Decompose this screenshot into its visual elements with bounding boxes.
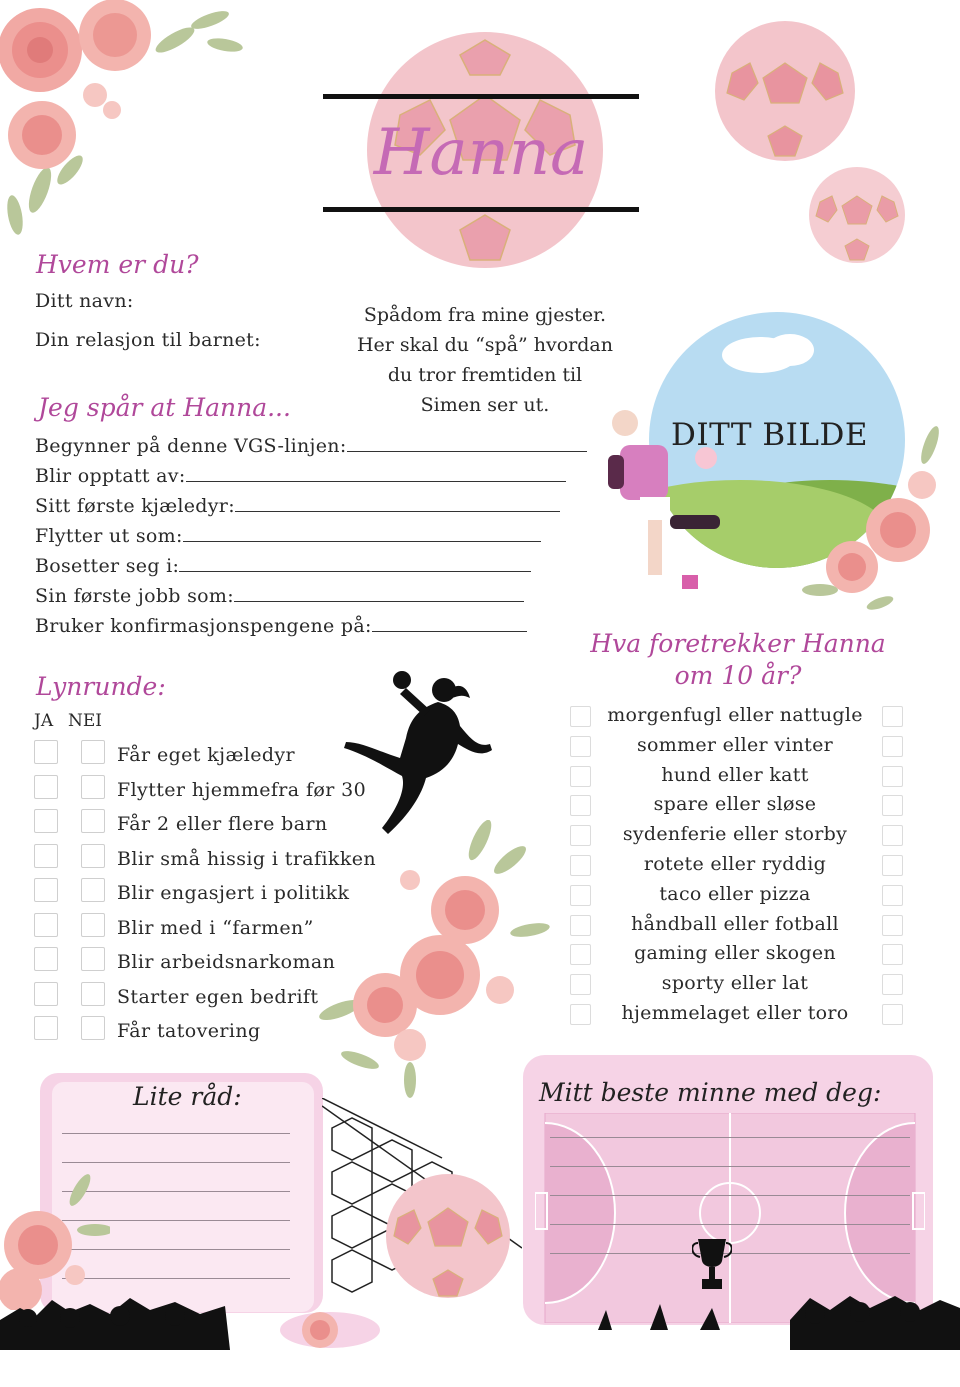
preference-checkbox-left[interactable]	[570, 974, 591, 995]
column-yes: JA	[34, 711, 54, 731]
heading-preferences-line2: om 10 år?	[674, 661, 802, 690]
preference-checkbox-left[interactable]	[570, 915, 591, 936]
intro-line: du tror fremtiden til	[387, 364, 583, 386]
preference-checkbox-left[interactable]	[570, 795, 591, 816]
quick-item: Starter egen bedrift	[117, 985, 319, 1008]
intro-line: Spådom fra mine gjester.	[363, 304, 607, 326]
quick-checkbox-yes[interactable]	[34, 1016, 58, 1040]
preference-checkbox-left[interactable]	[570, 944, 591, 965]
preference-checkbox-right[interactable]	[882, 706, 903, 727]
heading-who-are-you: Hvem er du?	[36, 250, 199, 279]
prediction-row: Sin første jobb som:	[35, 585, 524, 607]
quick-checkbox-no[interactable]	[81, 982, 105, 1006]
heading-quick-round: Lynrunde:	[36, 672, 166, 701]
quick-checkbox-yes[interactable]	[34, 809, 58, 833]
quick-item: Får eget kjæledyr	[117, 744, 296, 766]
preference-item: sommer eller vinter	[636, 733, 834, 756]
quick-item: Blir engasjert i politikk	[117, 882, 350, 904]
preference-checkbox-left[interactable]	[570, 855, 591, 876]
advice-line	[62, 1133, 290, 1134]
goal-net-icon	[322, 1098, 522, 1310]
quick-checkbox-yes[interactable]	[34, 947, 58, 971]
quick-checkbox-no[interactable]	[81, 913, 105, 937]
quick-checkbox-yes[interactable]	[34, 844, 58, 868]
preference-checkbox-left[interactable]	[570, 1004, 591, 1025]
quick-checkbox-no[interactable]	[81, 775, 105, 799]
heading-predictions: Jeg spår at Hanna...	[38, 393, 291, 422]
memory-line	[550, 1166, 910, 1167]
quick-checkbox-no[interactable]	[81, 740, 105, 764]
title-bar-top	[323, 94, 639, 99]
preference-item: sydenferie eller storby	[622, 823, 848, 846]
preference-checkbox-right[interactable]	[882, 736, 903, 757]
memory-line	[550, 1137, 910, 1138]
intro-line: Simen ser ut.	[420, 394, 550, 416]
preference-checkbox-left[interactable]	[570, 736, 591, 757]
preference-checkbox-right[interactable]	[882, 766, 903, 787]
prediction-row: Sitt første kjæledyr:	[35, 495, 560, 517]
prediction-row: Bruker konfirmasjonspengene på:	[35, 615, 527, 637]
quick-checkbox-no[interactable]	[81, 947, 105, 971]
quick-item: Blir med i “farmen”	[117, 916, 314, 939]
advice-title: Lite råd:	[133, 1082, 242, 1111]
field-relation: Din relasjon til barnet:	[35, 329, 261, 351]
quick-checkbox-yes[interactable]	[34, 740, 58, 764]
advice-line	[62, 1162, 290, 1163]
intro-line: Her skal du “spå” hvordan	[356, 334, 613, 356]
quick-item: Blir arbeidsnarkoman	[117, 951, 336, 973]
quick-item: Får 2 eller flere barn	[117, 813, 328, 835]
trophy-icon	[692, 1235, 732, 1295]
crowd-silhouette-icon	[0, 1290, 960, 1387]
preference-checkbox-right[interactable]	[882, 825, 903, 846]
preference-checkbox-right[interactable]	[882, 885, 903, 906]
preference-item: hjemmelaget eller toro	[621, 1002, 849, 1024]
quick-checkbox-yes[interactable]	[34, 775, 58, 799]
preference-item: gaming eller skogen	[634, 942, 836, 965]
column-no: NEI	[68, 711, 102, 731]
preference-checkbox-right[interactable]	[882, 974, 903, 995]
preference-checkbox-right[interactable]	[882, 795, 903, 816]
preference-checkbox-right[interactable]	[882, 855, 903, 876]
handball-ball-small	[806, 164, 908, 266]
flower-bouquet-middle	[300, 820, 560, 1100]
photo-label: DITT BILDE	[671, 417, 868, 453]
prediction-row: Flytter ut som:	[35, 525, 541, 547]
preference-item: taco eller pizza	[659, 882, 811, 905]
preference-item: håndball eller fotball	[631, 912, 839, 935]
quick-checkbox-no[interactable]	[81, 878, 105, 902]
page-title: Hanna	[373, 116, 589, 190]
preference-item: hund eller katt	[661, 763, 809, 786]
quick-item: Får tatovering	[117, 1020, 261, 1042]
quick-checkbox-no[interactable]	[81, 809, 105, 833]
preference-item: morgenfugl eller nattugle	[607, 704, 863, 726]
memory-line	[550, 1224, 910, 1225]
prediction-row: Begynner på denne VGS-linjen:	[35, 435, 587, 457]
quick-checkbox-yes[interactable]	[34, 878, 58, 902]
title-bar-bottom	[323, 207, 639, 212]
preference-item: spare eller sløse	[653, 793, 817, 816]
flower-bouquet-bottom-left	[0, 1170, 110, 1310]
flower-bouquet-top-left	[0, 0, 250, 250]
heading-preferences-line1: Hva foretrekker Hanna	[590, 629, 886, 658]
memory-title: Mitt beste minne med deg:	[539, 1078, 882, 1107]
quick-checkbox-no[interactable]	[81, 1016, 105, 1040]
preference-checkbox-left[interactable]	[570, 766, 591, 787]
quick-item: Blir små hissig i trafikken	[117, 847, 377, 870]
handball-ball-top-right	[712, 18, 858, 164]
prediction-row: Bosetter seg i:	[35, 555, 531, 577]
preference-checkbox-right[interactable]	[882, 944, 903, 965]
quick-checkbox-no[interactable]	[81, 844, 105, 868]
preference-checkbox-right[interactable]	[882, 915, 903, 936]
preference-item: sporty eller lat	[661, 972, 809, 995]
prediction-row: Blir opptatt av:	[35, 465, 566, 487]
heading-preferences	[578, 628, 898, 692]
memory-line	[550, 1195, 910, 1196]
quick-checkbox-yes[interactable]	[34, 982, 58, 1006]
player-silhouette-icon	[340, 668, 500, 840]
preference-item: rotete eller ryddig	[643, 853, 827, 875]
field-your-name: Ditt navn:	[35, 290, 134, 312]
photo-frame	[600, 305, 960, 635]
quick-item: Flytter hjemmefra før 30	[117, 778, 367, 801]
preference-checkbox-left[interactable]	[570, 706, 591, 727]
preference-checkbox-right[interactable]	[882, 1004, 903, 1025]
preference-checkbox-left[interactable]	[570, 825, 591, 846]
intro-text	[345, 300, 625, 420]
preference-checkbox-left[interactable]	[570, 885, 591, 906]
quick-checkbox-yes[interactable]	[34, 913, 58, 937]
